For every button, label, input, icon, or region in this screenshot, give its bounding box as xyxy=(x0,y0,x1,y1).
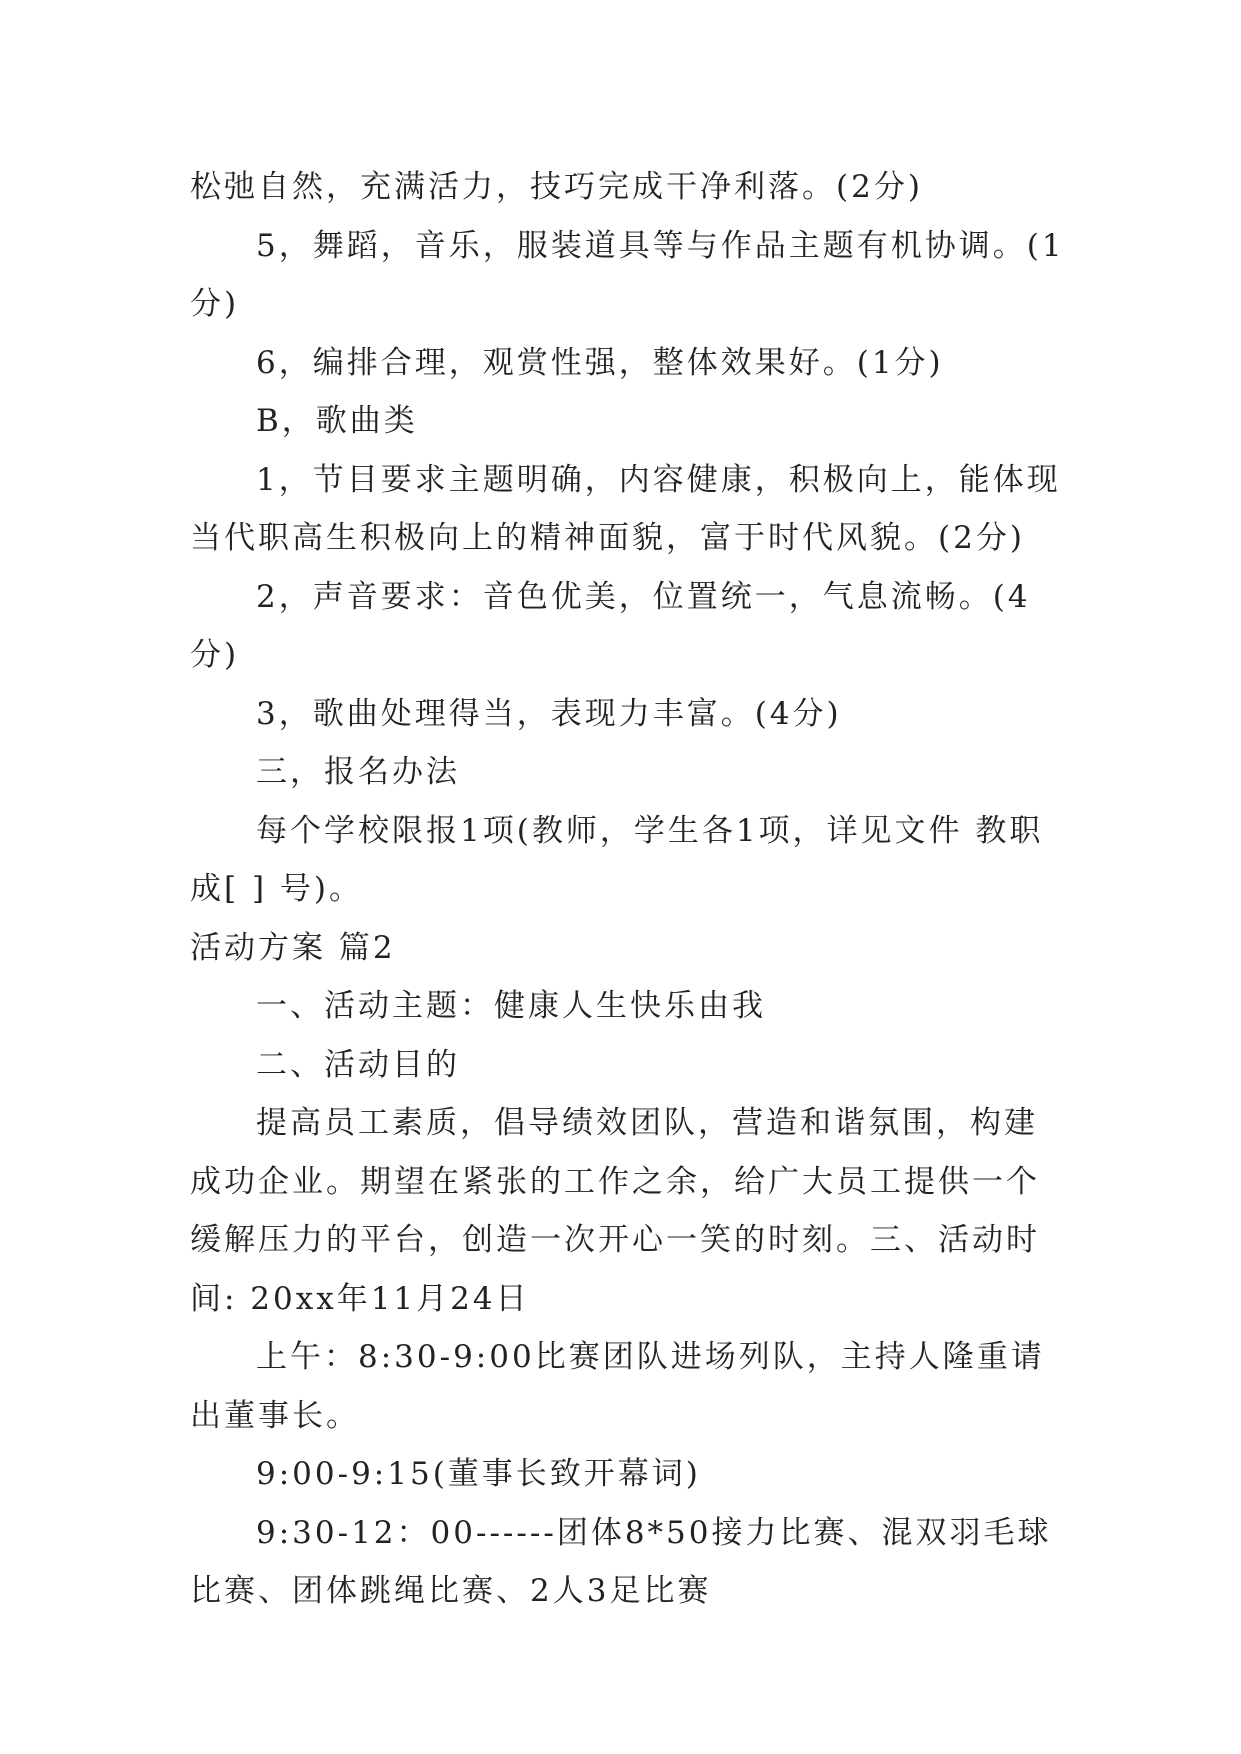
paragraph-11: 一、活动主题：健康人生快乐由我 xyxy=(256,988,766,1024)
document-body xyxy=(190,158,1070,1621)
paragraph-7: 3，歌曲处理得当，表现力丰富。(4分) xyxy=(256,695,842,732)
paragraph-9: 每个学校限报1项(教师，学生各1项，详见文件 教职成[ ] 号)。 xyxy=(190,812,1044,907)
paragraph-15: 9:00-9:15(董事长致开幕词) xyxy=(256,1456,701,1492)
paragraph-16: 9:30-12：00------团体8*50接力比赛、混双羽毛球比赛、团体跳绳比赛、2人3足比赛 xyxy=(190,1514,1052,1609)
paragraph-1: 松弛自然，充满活力，技巧完成干净利落。(2分) xyxy=(190,169,923,205)
section-heading-registration: 三，报名办法 xyxy=(256,754,460,790)
paragraph-14: 上午：8:30-9:00比赛团队进场列队，主持人隆重请出董事长。 xyxy=(190,1339,1045,1434)
paragraph-5: 1，节目要求主题明确，内容健康，积极向上，能体现当代职高生积极向上的精神面貌，富于时代风貌。(2分) xyxy=(190,461,1061,556)
paragraph-6: 2，声音要求：音色优美，位置统一，气息流畅。(4分) xyxy=(190,578,1031,673)
paragraph-3: 6，编排合理，观赏性强，整体效果好。(1分) xyxy=(256,344,944,381)
section-heading-purpose: 二、活动目的 xyxy=(256,1046,460,1083)
paragraph-2: 5，舞蹈，音乐，服装道具等与作品主题有机协调。(1分) xyxy=(190,227,1065,322)
section-heading-b: B，歌曲类 xyxy=(256,403,418,439)
paragraph-13: 提高员工素质，倡导绩效团队，营造和谐氛围，构建成功企业。期望在紧张的工作之余，给广大员工提供一个缓解压力的平台，创造一次开心一笑的时刻。三、活动时间: 20xx年11月24日 xyxy=(190,1105,1040,1317)
article-title: 活动方案 篇2 xyxy=(190,929,396,966)
